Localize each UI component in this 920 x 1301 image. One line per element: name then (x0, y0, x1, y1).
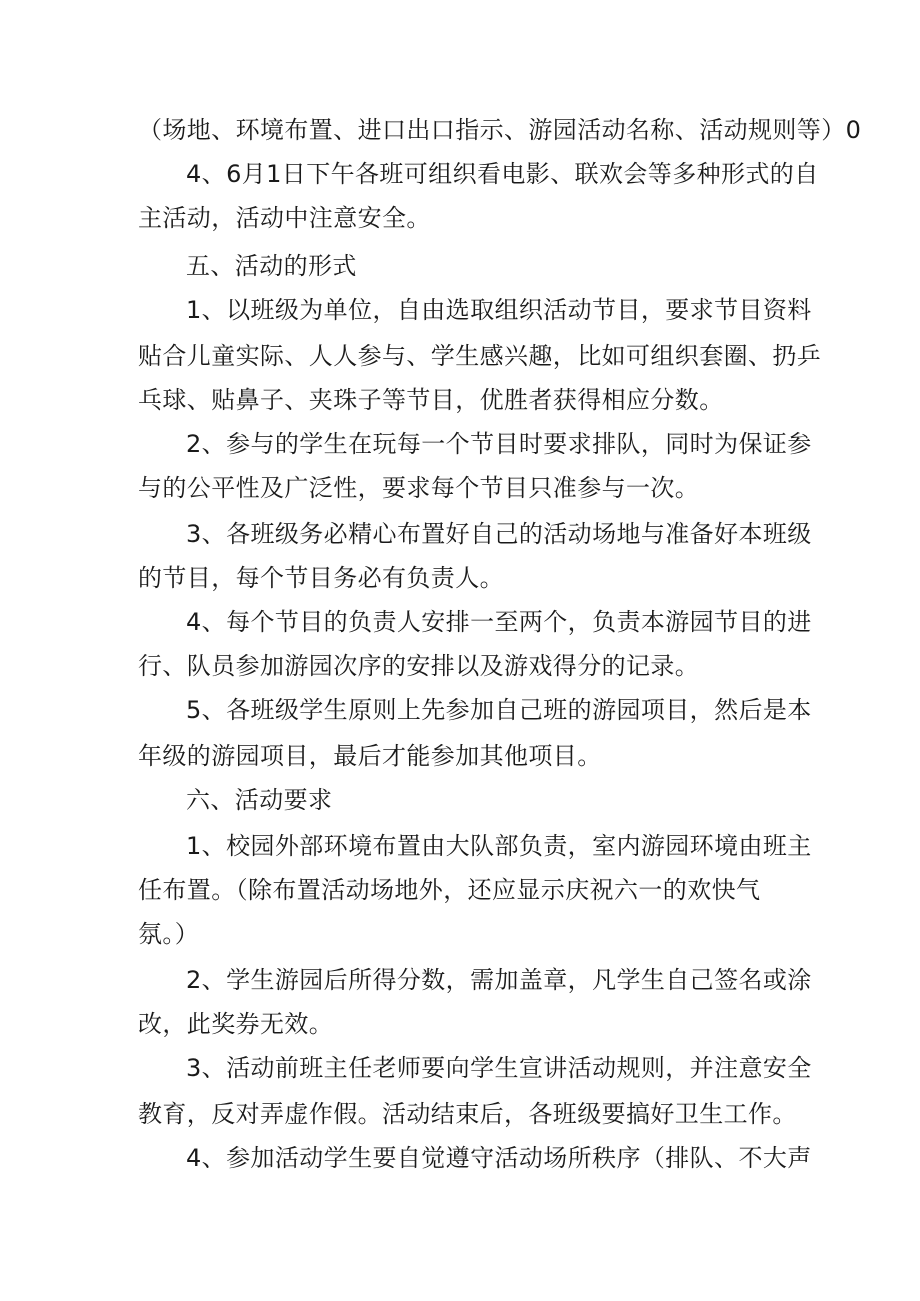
text-line-req-2-b: 改，此奖券无效。 (138, 1010, 334, 1038)
text-line-form-1-a: 1、以班级为单位，自由选取组织活动节目，要求节目资料 (186, 296, 812, 324)
text-line-form-5-b: 年级的游园项目，最后才能参加其他项目。 (138, 742, 602, 770)
text-line-form-1-c: 乓球、贴鼻子、夹珠子等节目，优胜者获得相应分数。 (138, 386, 724, 414)
text-line-req-1-c: 氛。） (138, 920, 200, 948)
section-heading-5: 五、活动的形式 (186, 252, 357, 280)
text-line-req-3-b: 教育，反对弄虚作假。活动结束后，各班级要搞好卫生工作。 (138, 1100, 797, 1128)
section-heading-6: 六、活动要求 (186, 786, 333, 814)
text-line-req-4-a: 4、参加活动学生要自觉遵守活动场所秩序（排队、不大声 (186, 1144, 812, 1172)
text-line-venue-setup: （场地、环境布置、进口出口指示、游园活动名称、活动规则等）0 (138, 116, 862, 144)
text-line-form-3-b: 的节目，每个节目务必有负责人。 (138, 564, 504, 592)
text-line-form-3-a: 3、各班级务必精心布置好自己的活动场地与准备好本班级 (186, 520, 812, 548)
text-line-req-3-a: 3、活动前班主任老师要向学生宣讲活动规则，并注意安全 (186, 1054, 812, 1082)
text-line-form-1-b: 贴合儿童实际、人人参与、学生感兴趣，比如可组织套圈、扔乒 (138, 342, 822, 370)
text-line-item-4-start: 4、6月1日下午各班可组织看电影、联欢会等多种形式的自 (186, 160, 819, 188)
text-line-req-1-b: 任布置。（除布置活动场地外，还应显示庆祝六一的欢快气 (138, 876, 761, 904)
text-line-req-2-a: 2、学生游园后所得分数，需加盖章，凡学生自己签名或涂 (186, 966, 812, 994)
text-line-form-4-a: 4、每个节目的负责人安排一至两个，负责本游园节目的进 (186, 608, 812, 636)
text-line-form-5-a: 5、各班级学生原则上先参加自己班的游园项目，然后是本 (186, 696, 812, 724)
text-line-form-2-a: 2、参与的学生在玩每一个节目时要求排队，同时为保证参 (186, 430, 812, 458)
text-line-item-4-end: 主活动，活动中注意安全。 (138, 204, 431, 232)
text-line-req-1-a: 1、校园外部环境布置由大队部负责，室内游园环境由班主 (186, 832, 812, 860)
text-line-form-4-b: 行、队员参加游园次序的安排以及游戏得分的记录。 (138, 652, 700, 680)
text-line-form-2-b: 与的公平性及广泛性，要求每个节目只准参与一次。 (138, 474, 700, 502)
